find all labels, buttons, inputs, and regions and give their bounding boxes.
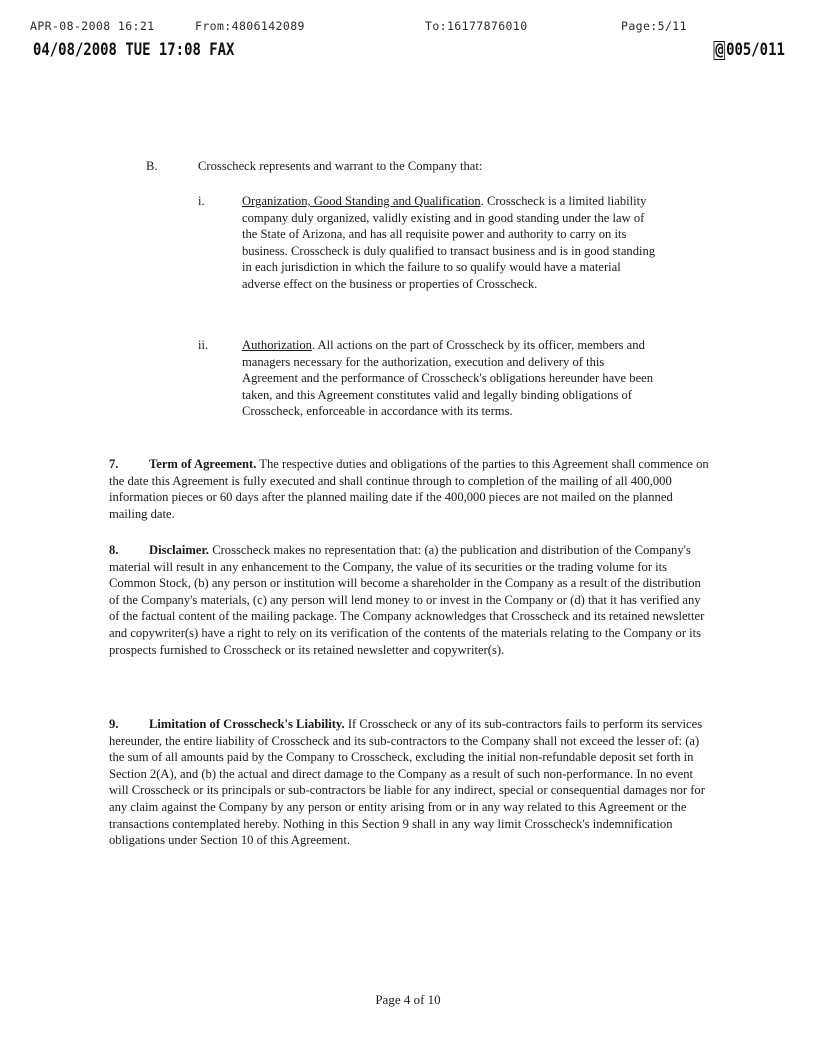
fax-to-number: To:16177876010 (425, 19, 528, 33)
section-8-number: 8. (109, 543, 119, 557)
subsection-ii-heading: Authorization (242, 338, 312, 352)
subsection-i-label: i. (198, 194, 205, 208)
fax-transmission-header (30, 19, 790, 35)
subsection-i-heading: Organization, Good Standing and Qualification (242, 194, 481, 208)
subsection-i-text (242, 193, 662, 293)
section-7-body: The respective duties and obligations of the parties to this Agreement shall commence on the date this Agreement is fully executed and shall continue through to completion of the mailing of all 400,000 information pieces or 60 days after the planned mailing date if the 400,000 pieces are not mailed on the planned mailing date. (109, 457, 709, 521)
section-9-number: 9. (109, 717, 119, 731)
fax-page-count: Page:5/11 (621, 19, 687, 33)
section-9 (109, 716, 709, 849)
section-b-label: B. (146, 159, 158, 173)
section-8 (109, 542, 709, 658)
section-b-text: Crosscheck represents and warrant to the Company that: (198, 159, 483, 173)
fax-stamp-box: @ (715, 40, 724, 60)
section-9-body: If Crosscheck or any of its sub-contractors fails to perform its services hereunder, the entire liability of Crosscheck and its sub-contractors to the Company shall not exceed the lesser of: (a) the sum of all amounts paid by the Company to Crosscheck, excluding the initial non-refundable deposit set forth in Section 2(A), and (b) the actual and direct damage to the Company as a result of such non-performance. In no event will Crosscheck or its principals or sub-contractors be liable for any indirect, special or consequential damages nor for any claim against the Company by any person or entity arising from or in any way related to this Agreement or the transactions contemplated hereby. Nothing in this Section 9 shall in any way limit Crosscheck's indemnification obligations under Section 10 of this Agreement. (109, 717, 705, 848)
subsection-ii-text (242, 337, 662, 420)
subsection-ii-label: ii. (198, 338, 209, 352)
section-7-number: 7. (109, 457, 119, 471)
section-8-heading: Disclaimer. (149, 543, 210, 557)
page-number-footer: Page 4 of 10 (375, 992, 441, 1007)
subsection-ii-body: . All actions on the part of Crosscheck by its officer, members and managers necessary for the authorization, execution and delivery of this Agreement and the performance of Crosscheck's obligations hereunder have been taken, and this Agreement constitutes valid and legally binding obligations of Crosscheck, enforceable in accordance with its terms. (242, 338, 654, 419)
fax-stamp-page (714, 40, 785, 60)
section-8-body: Crosscheck makes no representation that: (a) the publication and distribution of the Company's material will result in any enhancement to the Company, the value of its securities or the trading volume for its Common Stock, (b) any person or institution will become a shareholder in the Company as a result of the distribution of the Company's materials, (c) any person will lend money to or invest in the Company or (d) that it has verified any of the factual content of the mailing package. The Company acknowledges that Crosscheck and its retained newsletter and copywriter(s) have a right to rely on its verification of the contents of the materials relating to the Company or its prospects furnished to Crosscheck or its retained newsletter and copywriter(s). (109, 543, 705, 657)
fax-from-number: From:4806142089 (195, 19, 305, 33)
section-7-heading: Term of Agreement. (149, 457, 257, 471)
fax-stamp-line (33, 40, 785, 64)
section-7 (109, 456, 709, 522)
fax-date-time: APR-08-2008 16:21 (30, 19, 155, 33)
section-9-heading: Limitation of Crosscheck's Liability. (149, 717, 345, 731)
fax-stamp-date: 04/08/2008 TUE 17:08 FAX (33, 40, 235, 60)
subsection-i-body: . Crosscheck is a limited liability company duly organized, validly existing and in good standing under the law of the State of Arizona, and has all requisite power and authority to carry on its business. Crosscheck is duly qualified to transact business and is in good standing in each jurisdiction in which the failure to so qualify would have a material adverse effect on the business or properties of Crosscheck. (242, 194, 656, 291)
fax-stamp-page-number: 005/011 (726, 40, 785, 60)
